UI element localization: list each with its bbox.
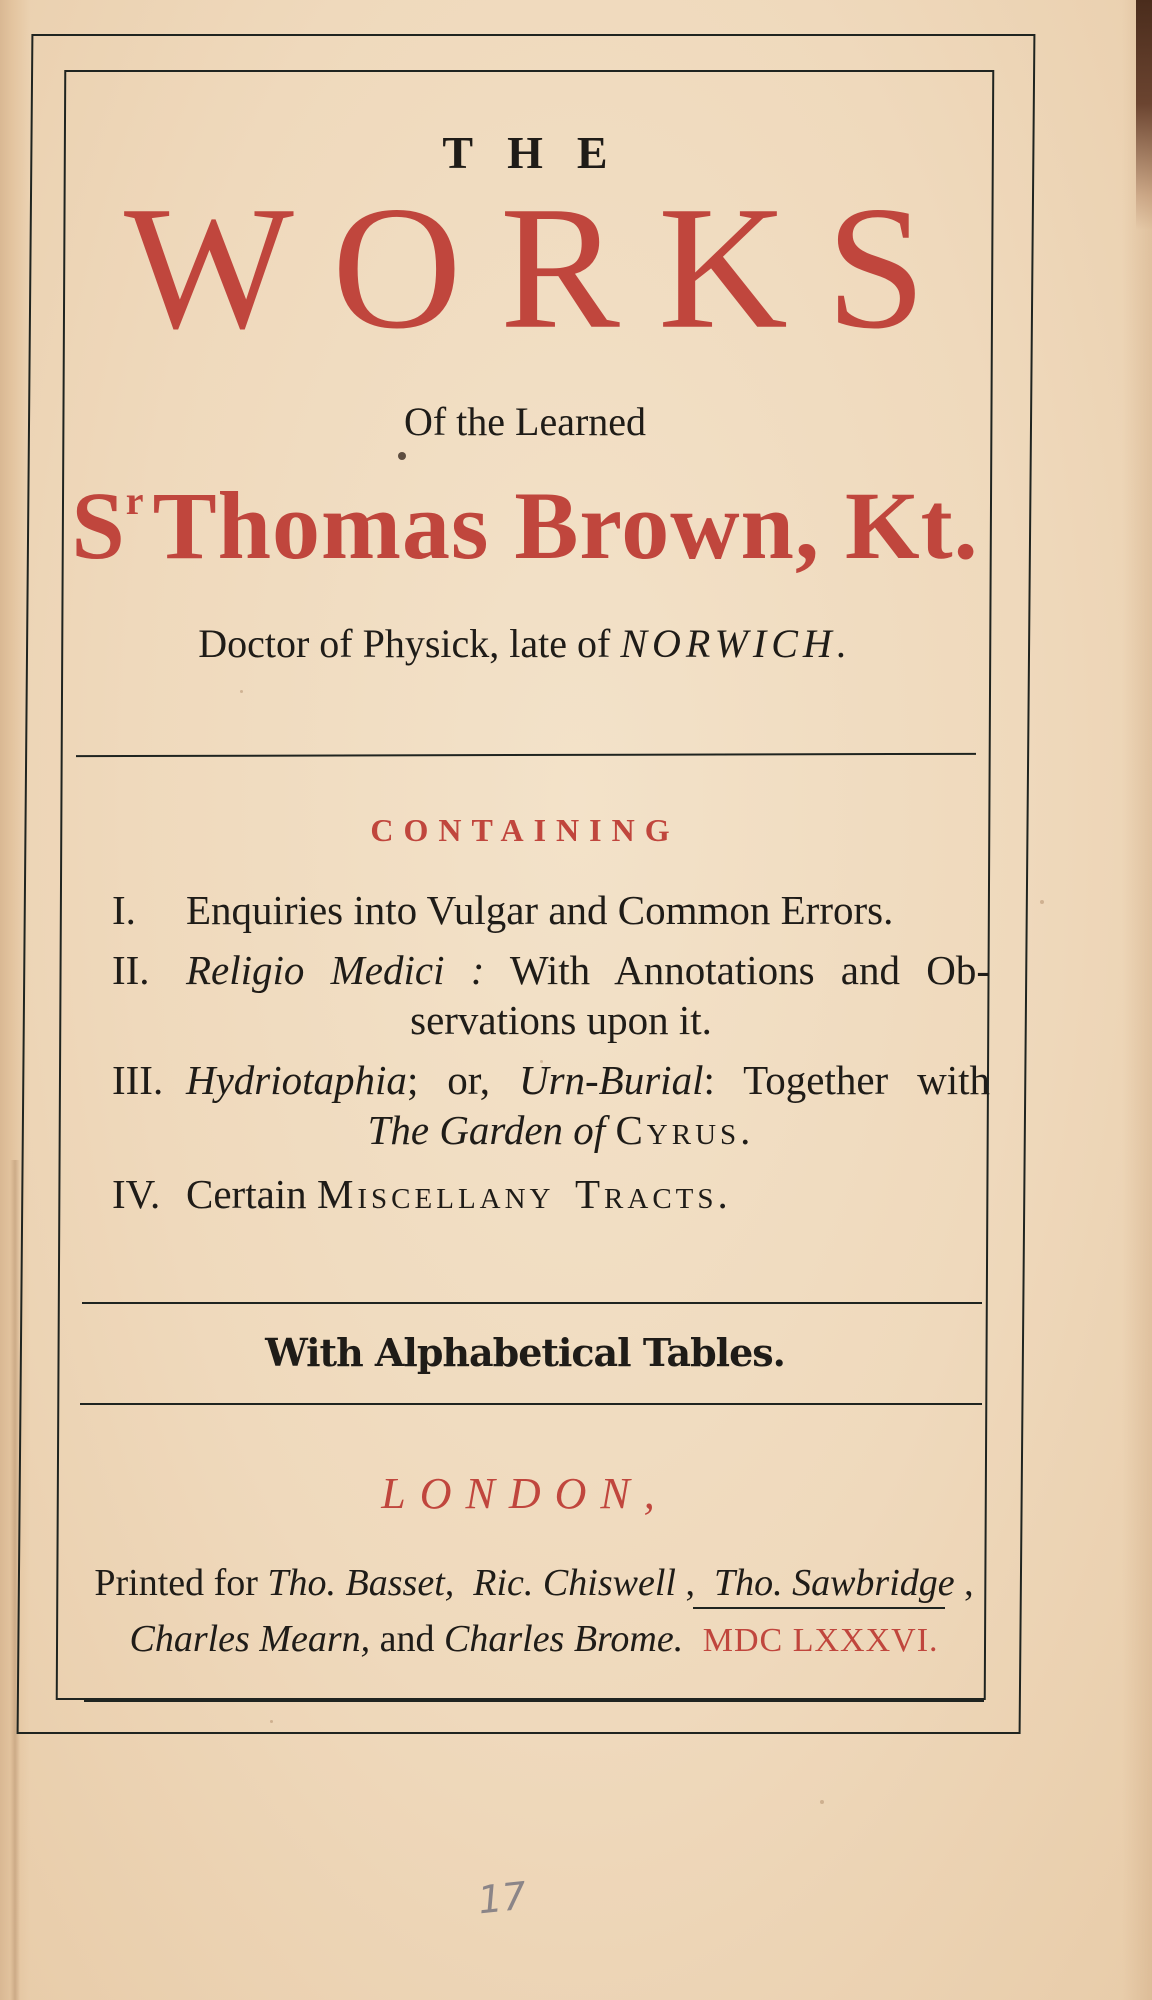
item-caps-1: Miscellany [316, 1171, 555, 1217]
doctor-text: Doctor of Physick, late of [198, 621, 611, 666]
foxing-speck [398, 452, 406, 460]
inner-frame-bottom-rule [84, 1700, 984, 1702]
foxing-speck [240, 690, 243, 693]
contents-list [112, 885, 990, 1219]
printer-5: Charles Brome. [444, 1618, 684, 1660]
item-sep-2: : [703, 1057, 715, 1103]
imprint-line-2 [78, 1611, 990, 1669]
item-desc: Together with [743, 1057, 991, 1103]
subtitle-of-the-learned: Of the Learned [403, 399, 647, 444]
foxing-speck [820, 1800, 824, 1804]
author-sup: r [125, 478, 145, 523]
item-lead: Certain [186, 1171, 307, 1217]
item-numeral: II. [112, 947, 150, 993]
imprint-city: LONDON, [381, 1469, 669, 1518]
title-the: THE [442, 127, 642, 178]
item-line2-caps: Cyrus. [615, 1107, 755, 1153]
foxing-speck [1040, 900, 1044, 904]
imprint-block [78, 1555, 990, 1669]
printer-3: Tho. Sawbridge [713, 1562, 955, 1604]
item-line-2 [112, 1105, 990, 1155]
author-full-name: Thomas Brown, Kt. [152, 472, 979, 579]
item-title: Religio Medici : [186, 947, 485, 993]
divider-rule-2 [82, 1302, 982, 1304]
foxing-speck [270, 1720, 273, 1723]
item-sep: ; or, [406, 1057, 491, 1103]
author-description [60, 620, 990, 667]
item-numeral: IV. [112, 1171, 161, 1217]
item-title-2: Urn-Burial [518, 1057, 704, 1103]
imprint-and: and [379, 1618, 435, 1660]
alphabetical-tables-line: With Alphabetical Tables. [265, 1330, 785, 1375]
place-norwich: NORWICH. [620, 621, 852, 666]
item-desc: With Annotations and Ob- [509, 947, 990, 993]
contents-item-2 [112, 945, 990, 1045]
divider-rule-3 [80, 1403, 982, 1405]
item-title: Hydriotaphia [186, 1057, 407, 1103]
printer-2: Ric. Chiswell [473, 1562, 676, 1604]
contents-item-3 [112, 1055, 990, 1155]
item-line-1 [186, 945, 990, 995]
containing-heading: CONTAINING [370, 812, 680, 848]
item-line2-italic: The Garden of [367, 1107, 606, 1153]
author-prefix: S [71, 472, 126, 579]
author-name [60, 470, 990, 581]
contents-item-4 [112, 1169, 990, 1219]
item-caps-2: Tracts. [575, 1171, 732, 1217]
printed-for: Printed for [94, 1562, 258, 1604]
printer-1: Tho. Basset, [267, 1562, 455, 1604]
printer-4: Charles Mearn, [129, 1618, 371, 1660]
imprint-line-1: Printed for Tho. Basset, Ric. Chiswell , Tho. Sawbridge , [94, 1562, 974, 1604]
item-line-1 [186, 1169, 990, 1219]
item-line-2: servations upon it. [410, 997, 712, 1043]
binding-edge [1136, 0, 1152, 230]
imprint-date: MDC LXXXVI. [703, 1613, 939, 1669]
item-numeral: I. [112, 887, 136, 933]
foxing-speck [540, 1060, 543, 1063]
item-numeral: III. [112, 1057, 164, 1103]
item-text: Enquiries into Vulgar and Common Errors. [186, 887, 894, 933]
item-line-1 [186, 1055, 990, 1105]
title-works: WORKS [123, 169, 965, 366]
contents-item-1 [112, 885, 990, 935]
handwritten-mark: 17 [475, 1873, 529, 1923]
page-edge-shade [1122, 0, 1152, 2000]
